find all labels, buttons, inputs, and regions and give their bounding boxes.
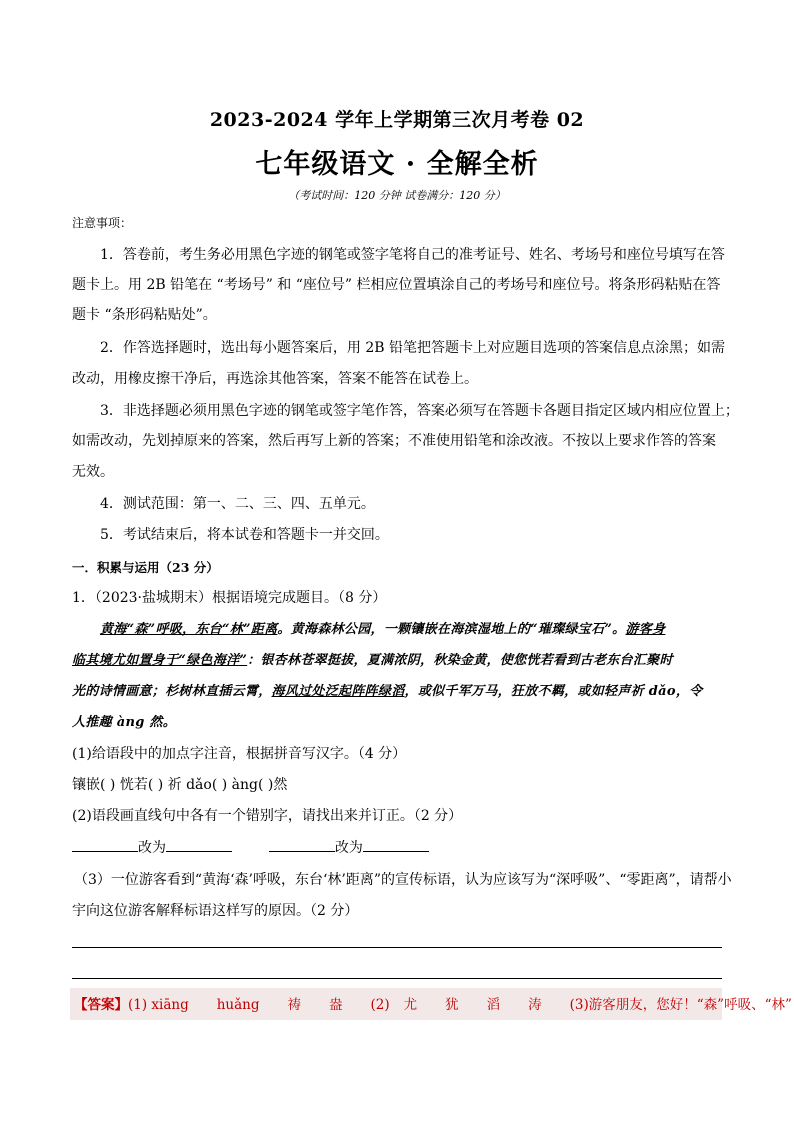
note-4: 4．测试范围：第一、二、三、四、五单元。 (100, 496, 375, 512)
answer-line[interactable] (72, 947, 722, 948)
passage-text: 。黄海森林公园，一颗镶嵌在海滨湿地上的“璀璨绿宝石”。 (277, 622, 626, 637)
question-1-stem: 1．（2023·盐城期末）根据语境完成题目。（8 分） (72, 590, 387, 606)
sub-question-3-line-1: （3）一位游客看到“黄海‘森’呼吸，东台‘林’距离”的宣传标语，认为应该写为“深呼吸”、“零距离”，请帮小 (74, 872, 732, 888)
note-2-line-2: 改动，用橡皮擦干净后，再选涂其他答案，答案不能答在试卷上。 (72, 371, 478, 387)
notes-heading: 注意事项： (72, 216, 133, 230)
passage-line-2 (72, 645, 673, 676)
sub-question-2: (2)语段画直线句中各有一个错别字，请找出来并订正。（2 分） (72, 808, 463, 824)
note-3-line-1: 3．非选择题必须用黑色字迹的钢笔或签字笔作答，答案必须写在答题卡各题目指定区域内相应位置上； (100, 403, 739, 419)
answer-blank[interactable] (72, 837, 138, 852)
answer-item: 盎 (329, 997, 343, 1013)
passage-text: ，或似千军万马，狂放不羁，或如轻声祈 dǎo，令 (404, 684, 703, 699)
answer-item: (3)游客朋友，您好！“森”呼吸、“林” (569, 997, 792, 1013)
answer-blank[interactable] (269, 837, 335, 852)
change-to-label: 改为 (138, 840, 166, 856)
answer-blank[interactable] (166, 837, 232, 852)
note-1-line-3: 题卡 “条形码粘贴处”。 (72, 307, 217, 323)
answer-item: 涛 (528, 997, 542, 1013)
passage-line-4: 人推趣 àng 然。 (72, 715, 177, 730)
passage-line-3 (72, 676, 702, 707)
sub-question-1-items: 镶嵌( ) 恍若( ) 祈 dǎo( ) àng( )然 (72, 777, 288, 793)
answer-item: (1) xiāng (128, 997, 189, 1013)
sub-question-1: (1)给语段中的加点字注音，根据拼音写汉字。（4 分） (72, 746, 407, 762)
note-3-line-2: 如需改动，先划掉原来的答案，然后再写上新的答案；不准使用铅笔和涂改液。不按以上要求作答的答案 (72, 433, 716, 449)
exam-subtitle: 七年级语文 · 全解全析 (255, 149, 539, 180)
change-to-label: 改为 (334, 840, 363, 856)
passage-line-1 (100, 614, 665, 645)
answer-item: 滔 (486, 997, 501, 1013)
answer-row (74, 993, 792, 1013)
note-3-line-3: 无效。 (72, 464, 114, 480)
passage-underlined: 游客身 (625, 622, 666, 637)
answer-item: 祷 (287, 997, 302, 1013)
answer-label: 【答案】 (74, 997, 128, 1013)
exam-info: （考试时间：120 分钟 试卷满分：120 分） (288, 189, 506, 202)
exam-title: 2023-2024 学年上学期第三次月考卷 02 (209, 109, 585, 131)
section-1-heading: 一．积累与运用（23 分） (72, 560, 219, 575)
answer-line[interactable] (72, 978, 722, 979)
note-2-line-1: 2．作答选择题时，选出每小题答案后，用 2B 铅笔把答题卡上对应题目选项的答案信息点涂黑；如需 (100, 340, 726, 356)
passage-underlined-sentence-1: 临其境尤如置身于“绿色海洋” (72, 653, 248, 668)
answer-item: 犹 (445, 997, 459, 1013)
sub-question-2-blanks (72, 833, 429, 864)
passage-text: ：银杏林苍翠挺拔，夏满浓阴，秋染金黄，使您恍若看到古老东台汇聚时 (247, 653, 673, 668)
note-1-line-2: 题卡上。用 2B 铅笔在 “考场号” 和 “座位号” 栏相应位置填涂自己的考场号和座位号。将条形码粘贴在答 (72, 277, 721, 293)
note-5: 5．考试结束后，将本试卷和答题卡一并交回。 (100, 527, 389, 543)
answer-item: 尤 (403, 997, 418, 1013)
passage-text: 光的诗情画意；杉树林直插云霄， (72, 684, 272, 699)
passage-slogan: 黄海“森”呼吸，东台“林”距离 (100, 622, 278, 637)
answer-blank[interactable] (363, 837, 429, 852)
answer-item: huǎng (216, 997, 260, 1013)
note-1-line-1: 1．答卷前，考生务必用黑色字迹的钢笔或签字笔将自己的准考证号、姓名、考场号和座位号填写在答 (100, 247, 725, 263)
passage-underlined-sentence-2: 海风过处泛起阵阵绿滔 (271, 684, 405, 699)
sub-question-3-line-2: 宇向这位游客解释标语这样写的原因。（2 分） (72, 903, 359, 919)
answer-item: (2) (370, 997, 390, 1013)
